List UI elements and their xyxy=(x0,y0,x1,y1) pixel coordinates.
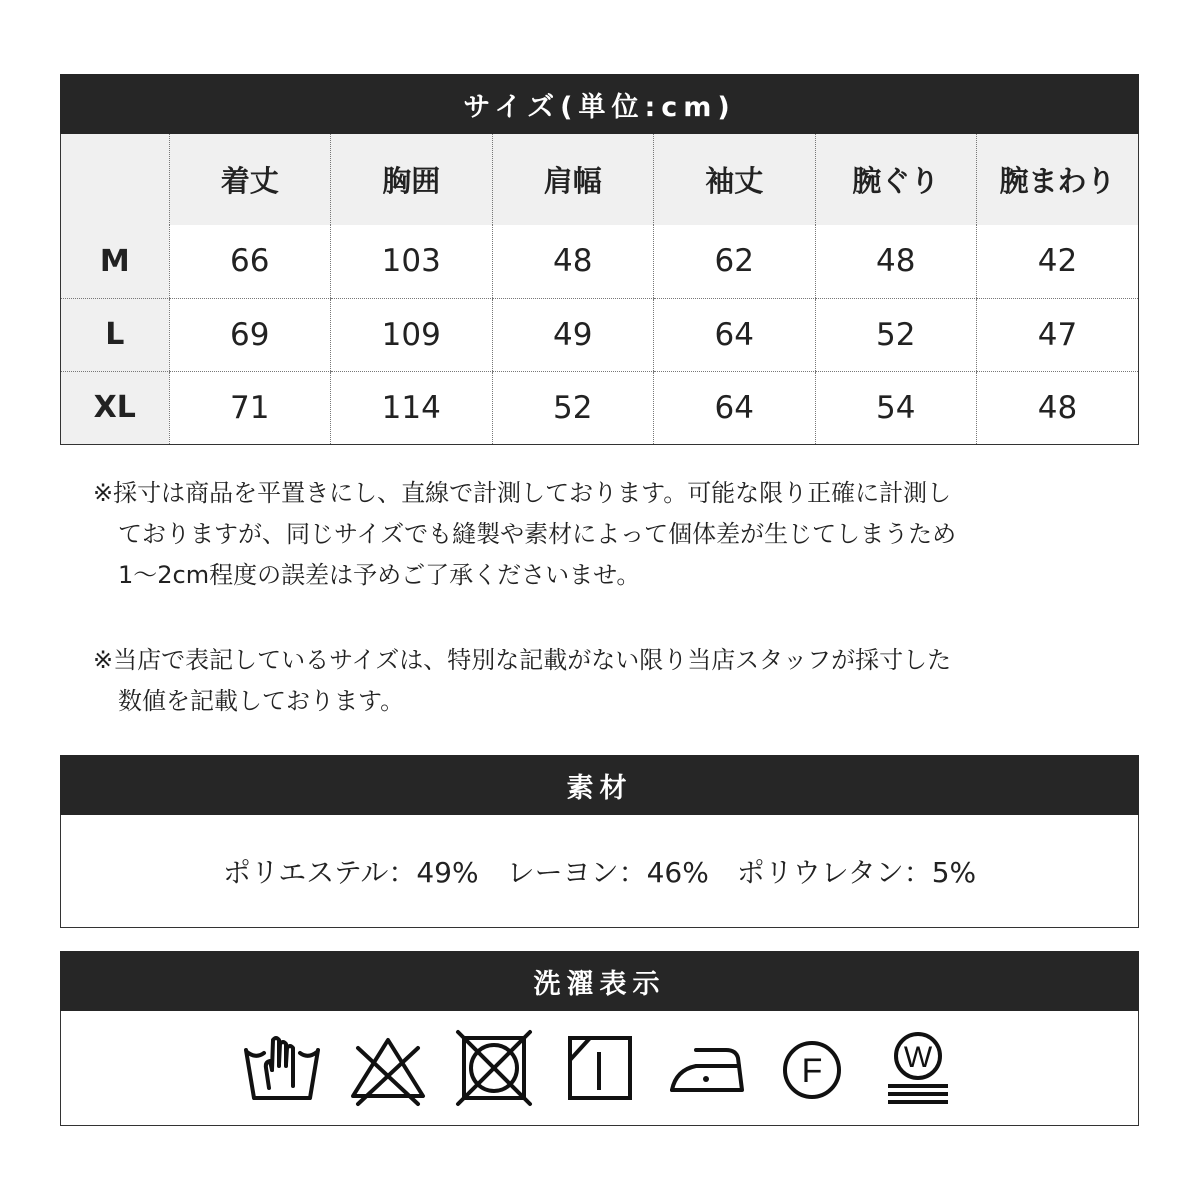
note-line: ※当店で表記しているサイズは、特別な記載がない限り当店スタッフが採寸した xyxy=(93,646,952,674)
column-header-chest: 胸囲 xyxy=(331,134,493,225)
table-cell: 42 xyxy=(977,225,1139,298)
table-cell: 52 xyxy=(815,298,977,371)
note-line: ておりますが、同じサイズでも縫製や素材によって個体差が生じてしまうため xyxy=(118,520,957,548)
table-row xyxy=(61,225,1138,298)
dry-clean-letter: F xyxy=(801,1052,822,1090)
table-cell: 48 xyxy=(977,371,1139,444)
size-table-header-row xyxy=(61,134,1138,225)
table-cell: 69 xyxy=(169,298,331,371)
note-line: 数値を記載しております。 xyxy=(118,687,405,715)
table-cell: 54 xyxy=(815,371,977,444)
column-header-blank xyxy=(61,134,169,225)
table-cell: 103 xyxy=(331,225,493,298)
material-title: 素材 xyxy=(60,755,1139,815)
column-header-shoulder: 肩幅 xyxy=(492,134,654,225)
table-cell: 109 xyxy=(331,298,493,371)
table-cell: 52 xyxy=(492,371,654,444)
table-row xyxy=(61,298,1138,371)
table-cell: 71 xyxy=(169,371,331,444)
column-header-armhole: 腕ぐり xyxy=(815,134,977,225)
measurement-note xyxy=(93,473,1093,596)
column-header-length: 着丈 xyxy=(169,134,331,225)
table-cell: 62 xyxy=(654,225,816,298)
table-row xyxy=(61,371,1138,444)
no-tumble-dry-icon xyxy=(454,1028,534,1108)
wet-clean-w-icon xyxy=(878,1028,958,1108)
table-cell: 64 xyxy=(654,298,816,371)
column-header-sleeve: 袖丈 xyxy=(654,134,816,225)
care-title: 洗濯表示 xyxy=(60,951,1139,1011)
table-cell: 47 xyxy=(977,298,1139,371)
table-cell: 114 xyxy=(331,371,493,444)
column-header-arm-circumference: 腕まわり xyxy=(977,134,1139,225)
material-composition: ポリエステル：49% レーヨン：46% ポリウレタン：5% xyxy=(222,856,977,889)
low-iron-icon xyxy=(666,1028,746,1108)
table-cell: 48 xyxy=(815,225,977,298)
care-section xyxy=(60,951,1139,1126)
size-table-section xyxy=(60,74,1139,445)
wet-clean-letter: W xyxy=(903,1041,932,1074)
hand-wash-icon xyxy=(242,1028,322,1108)
note-line: ※採寸は商品を平置きにし、直線で計測しております。可能な限り正確に計測し xyxy=(93,479,952,507)
table-cell: 49 xyxy=(492,298,654,371)
no-bleach-icon xyxy=(348,1028,428,1108)
size-table-title: サイズ(単位:cm) xyxy=(60,74,1139,134)
dry-clean-f-icon xyxy=(772,1028,852,1108)
size-label: L xyxy=(61,298,169,371)
line-dry-shade-icon xyxy=(560,1028,640,1108)
size-note xyxy=(93,640,1093,722)
size-label: XL xyxy=(61,371,169,444)
table-cell: 64 xyxy=(654,371,816,444)
material-section xyxy=(60,755,1139,928)
size-table xyxy=(61,134,1138,444)
table-cell: 66 xyxy=(169,225,331,298)
note-line: 1～2cm程度の誤差は予めご了承くださいませ。 xyxy=(118,561,641,589)
size-label: M xyxy=(61,225,169,298)
table-cell: 48 xyxy=(492,225,654,298)
care-icons xyxy=(61,1011,1138,1125)
